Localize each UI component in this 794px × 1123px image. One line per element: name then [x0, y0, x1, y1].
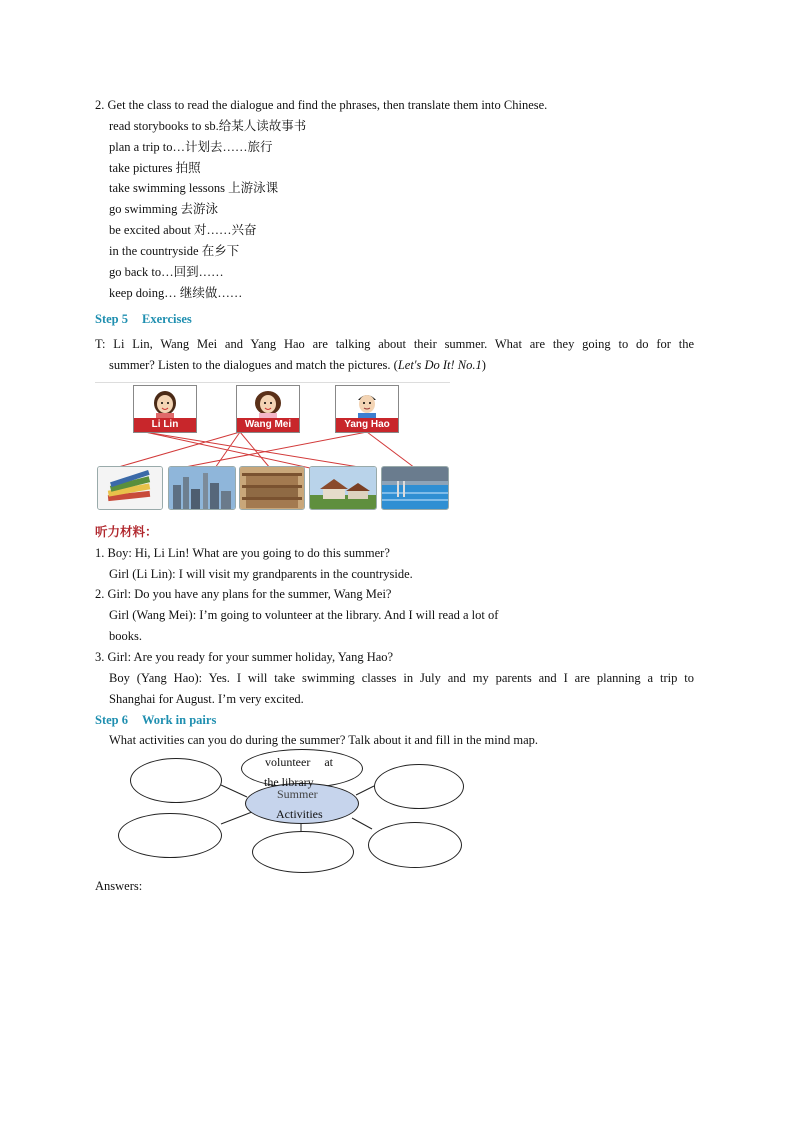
reference-link: Let's Do It! No.1: [397, 358, 482, 372]
phrase-item: take swimming lessons 上游泳课: [109, 181, 279, 195]
boy-face-icon: [336, 386, 398, 418]
house-icon: [310, 467, 376, 509]
step5-title: Exercises: [142, 312, 192, 326]
phrase-item: be excited about 对……兴奋: [109, 223, 257, 237]
girl-face-icon: [237, 386, 299, 418]
listening-heading: 听力材料：: [95, 525, 158, 539]
phrase-item: in the countryside 在乡下: [109, 244, 240, 258]
step5-text-line2: [109, 357, 486, 373]
step5-heading: [95, 311, 192, 327]
phrase-item: go swimming 去游泳: [109, 202, 219, 216]
step5-label: Step 5: [95, 312, 128, 326]
dialogue-line: 1. Boy: Hi, Li Lin! What are you going to do this summer?: [95, 546, 390, 560]
person-name: Yang Hao: [336, 418, 398, 432]
dialogue-line: Boy (Yang Hao): Yes. I will take swimming classes in July and my parents and I are planning a trip to: [109, 671, 694, 685]
pool-icon: [382, 467, 448, 509]
city-skyline-picture: [168, 466, 236, 510]
connector-line: [356, 786, 374, 795]
bookshelf-icon: [240, 467, 304, 509]
step6-instruction: What activities can you do during the summer? Talk about it and fill in the mind map.: [109, 733, 539, 747]
match-line: [215, 432, 240, 468]
person-card-wang-mei: [236, 385, 300, 433]
mind-map-blank-oval[interactable]: [252, 831, 354, 873]
person-card-li-lin: [133, 385, 197, 433]
step5-text-line1: T: Li Lin, Wang Mei and Yang Hao are talking about their summer. What are they going to do for the: [95, 337, 694, 351]
swimming-pool-picture: [381, 466, 449, 510]
books-icon: [98, 467, 162, 509]
phrase-item: go back to…回到……: [109, 265, 224, 279]
connector-line: [221, 785, 247, 797]
match-line: [180, 432, 367, 468]
dialogue-line: Girl (Li Lin): I will visit my grandparents in the countryside.: [109, 567, 413, 581]
girl-face-icon: [134, 386, 196, 418]
step6-label: Step 6: [95, 713, 128, 727]
dialogue-line: Girl (Wang Mei): I’m going to volunteer at the library. And I will read a lot of: [109, 608, 499, 622]
mind-map-blank-oval[interactable]: [368, 822, 462, 868]
match-line: [240, 432, 270, 468]
person-card-yang-hao: [335, 385, 399, 433]
person-name: Wang Mei: [237, 418, 299, 432]
countryside-house-picture: [309, 466, 377, 510]
top-oval-word: at: [324, 755, 333, 769]
step6-title: Work in pairs: [142, 713, 217, 727]
step5-text-end: ): [481, 358, 486, 372]
match-line: [367, 432, 415, 468]
dialogue-line: 3. Girl: Are you ready for your summer holiday, Yang Hao?: [95, 650, 394, 664]
mind-map-blank-oval[interactable]: [130, 758, 222, 803]
books-picture: [97, 466, 163, 510]
instruction-line: 2. Get the class to read the dialogue and find the phrases, then translate them into Chinese.: [95, 98, 548, 112]
connector-line: [221, 812, 252, 824]
step5-text-main: summer? Listen to the dialogues and match the pictures. (: [109, 358, 398, 372]
person-name: Li Lin: [134, 418, 196, 432]
city-skyline-icon: [169, 467, 235, 509]
phrase-item: plan a trip to…计划去……旅行: [109, 140, 273, 154]
top-oval-line1: [265, 752, 333, 772]
dialogue-line: 2. Girl: Do you have any plans for the summer, Wang Mei?: [95, 587, 392, 601]
mind-map-blank-oval[interactable]: [374, 764, 464, 809]
step6-heading: [95, 712, 216, 728]
phrase-item: read storybooks to sb.给某人读故事书: [109, 119, 307, 133]
connector-line: [352, 818, 372, 829]
library-shelves-picture: [239, 466, 305, 510]
mind-map-blank-oval[interactable]: [118, 813, 222, 858]
center-oval-line2: Activities: [276, 807, 323, 821]
phrase-item: take pictures 拍照: [109, 161, 201, 175]
dialogue-line: Shanghai for August. I’m very excited.: [109, 692, 304, 706]
top-oval-line2: the library: [264, 775, 314, 789]
phrase-item: keep doing… 继续做……: [109, 286, 243, 300]
answers-label: Answers:: [95, 879, 143, 893]
center-oval-line1: Summer: [277, 787, 318, 801]
dialogue-line: books.: [109, 629, 142, 643]
top-oval-word: volunteer: [265, 755, 311, 769]
